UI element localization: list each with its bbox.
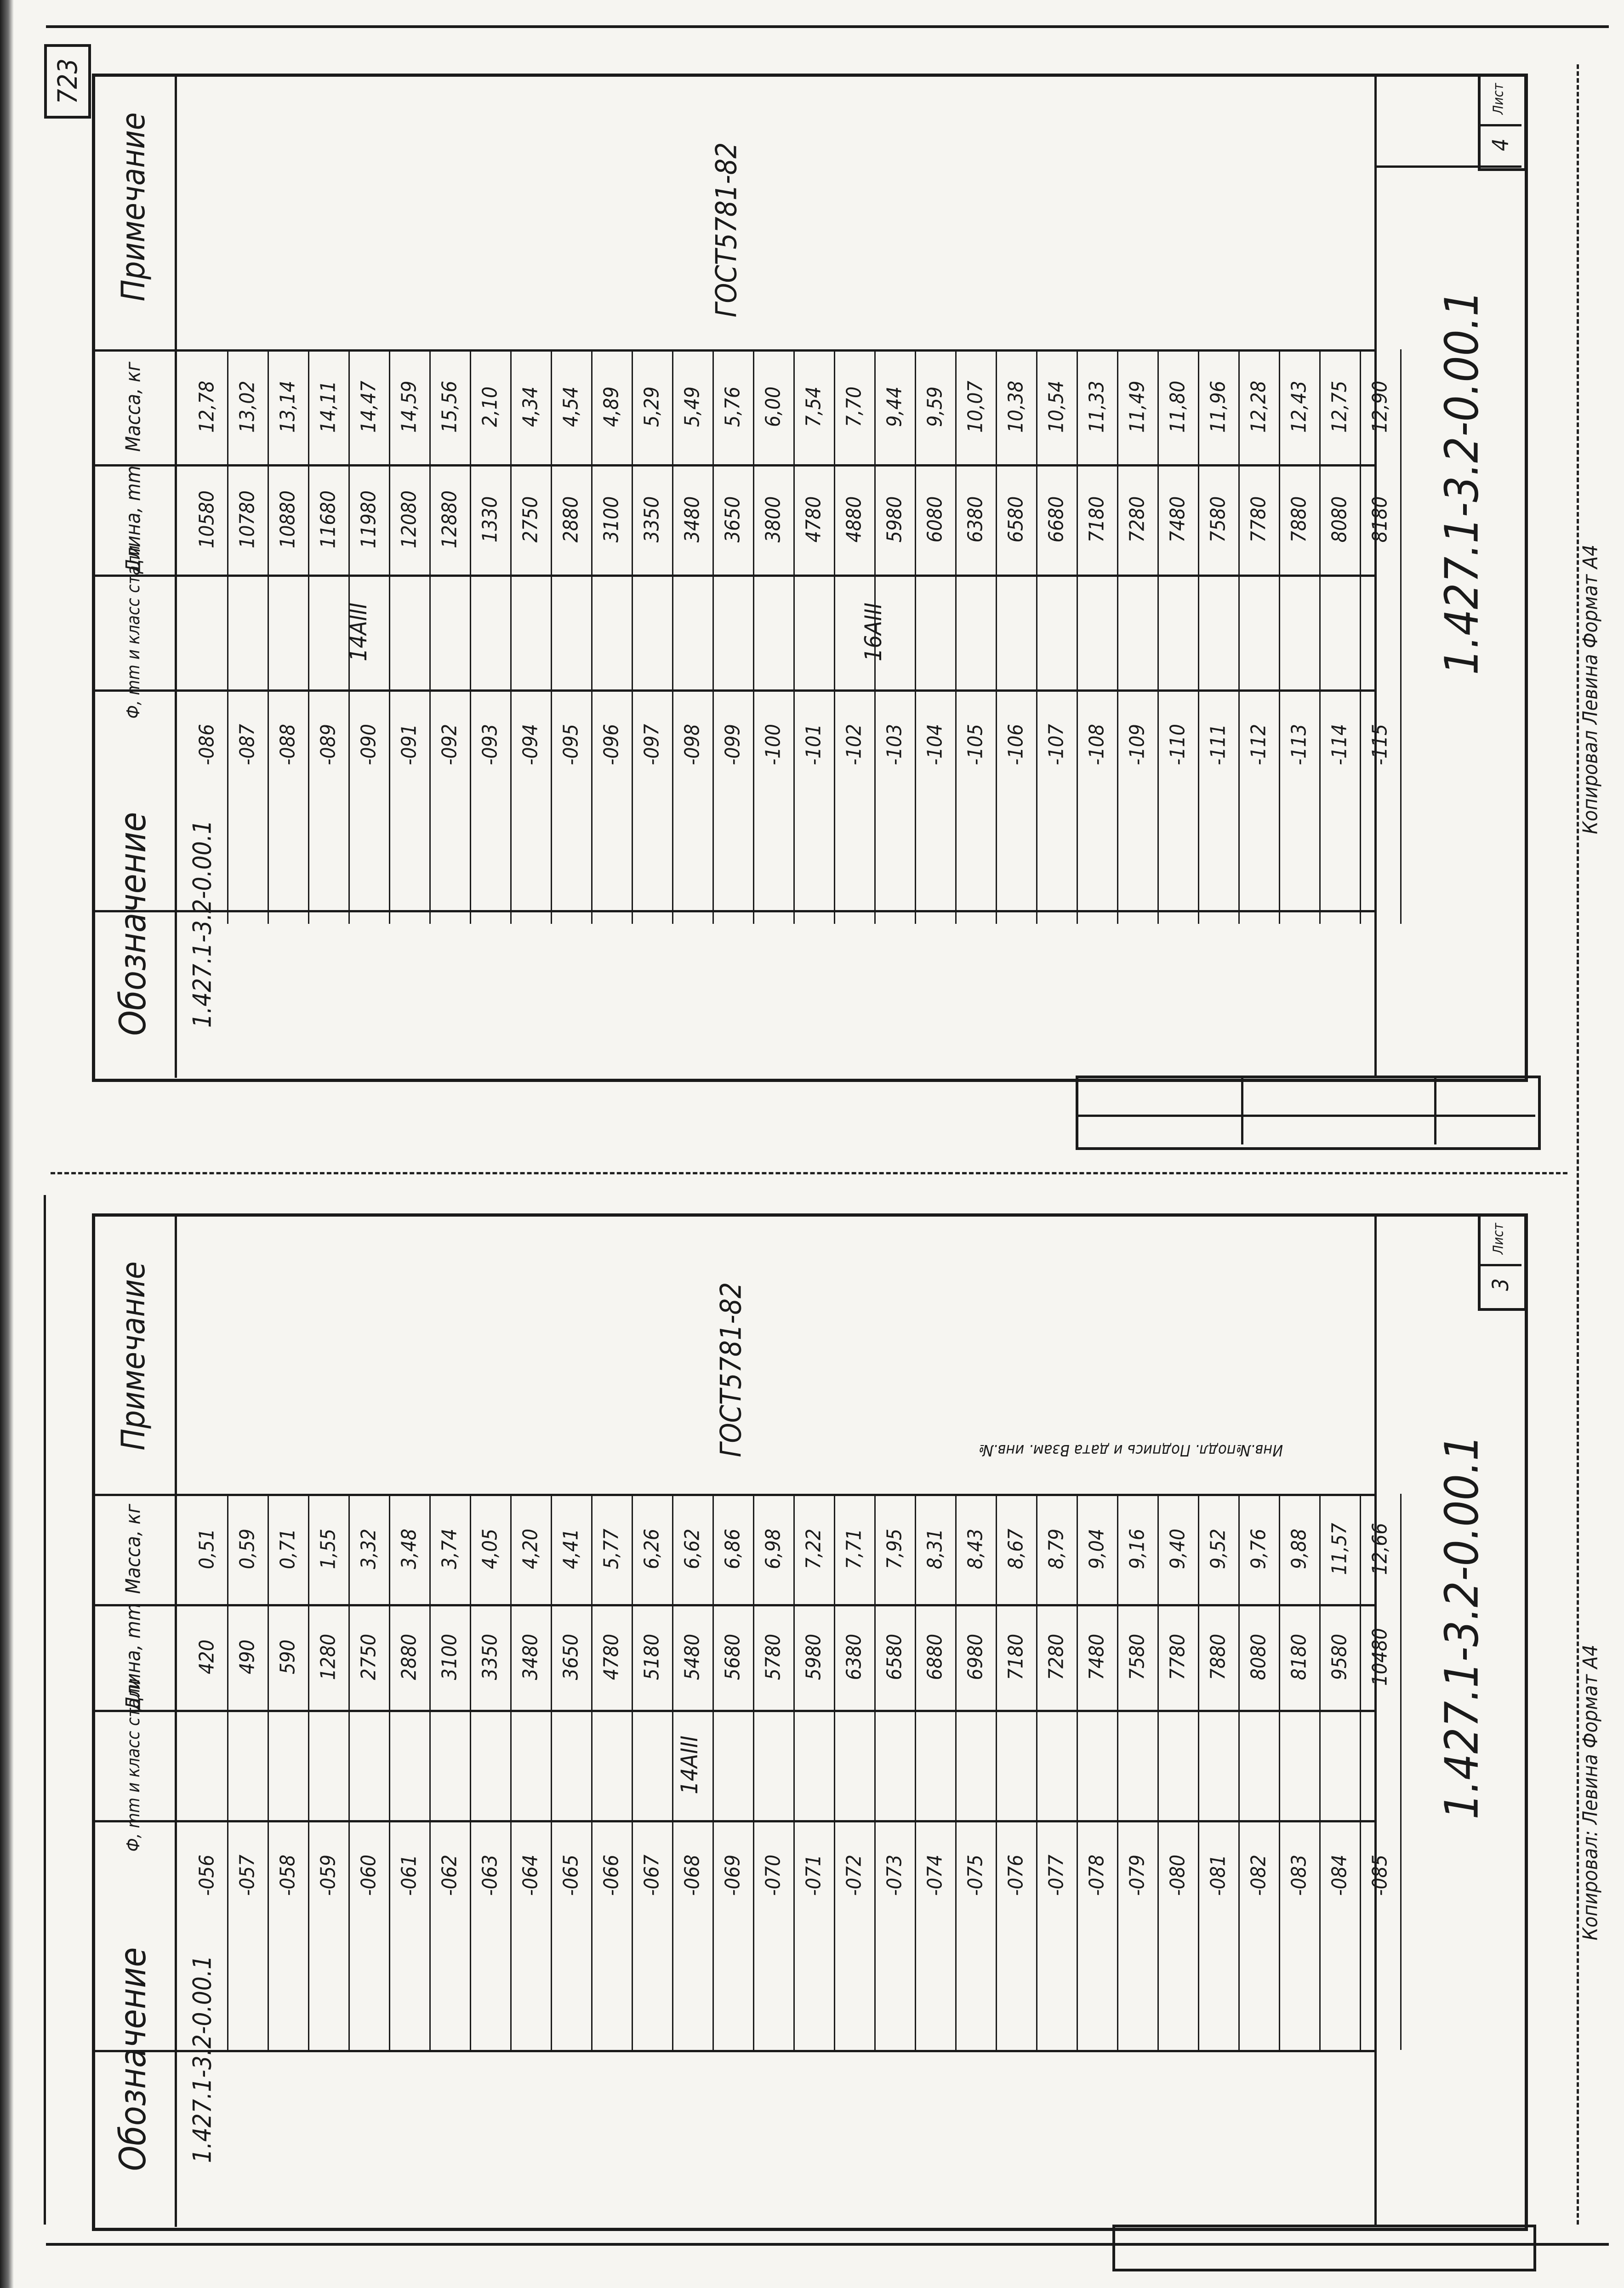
table-row-length: 9580 bbox=[1328, 1633, 1351, 1680]
sheet-4-header-diameter: Ф, mm и класс стали bbox=[123, 545, 143, 719]
table-row-line bbox=[591, 349, 593, 924]
table-row-line bbox=[1360, 349, 1361, 924]
sheet-3-header-mass: Масса, кг bbox=[121, 1503, 145, 1594]
table-row-mass: 7,95 bbox=[883, 1528, 906, 1570]
sheet-3-header-note: Примечание bbox=[114, 1261, 152, 1451]
table-row-code: -077 bbox=[1044, 1855, 1068, 1896]
stamp-divider bbox=[1434, 1076, 1436, 1144]
table-row-code: -087 bbox=[235, 724, 259, 765]
sheet-3-gost: ГОСТ5781-82 bbox=[714, 1282, 748, 1457]
table-row-code: -083 bbox=[1287, 1855, 1311, 1896]
table-row-code: -101 bbox=[802, 724, 826, 765]
table-row-length: 10780 bbox=[235, 490, 259, 548]
table-row-length: 4780 bbox=[802, 496, 826, 543]
table-row-code: -062 bbox=[438, 1855, 462, 1896]
table-row-line bbox=[1117, 1494, 1118, 2050]
table-row-code: -109 bbox=[1125, 724, 1149, 765]
sheet-3-col-line bbox=[92, 1820, 1374, 1822]
table-row-code: -090 bbox=[357, 724, 381, 765]
table-row-code: -074 bbox=[923, 1855, 947, 1896]
table-row-length: 5680 bbox=[721, 1633, 745, 1680]
table-row-mass: 3,74 bbox=[438, 1528, 462, 1570]
sheet-3-table-frame bbox=[92, 1213, 1528, 2231]
table-row-line bbox=[874, 1494, 876, 2050]
table-row-line bbox=[1319, 349, 1321, 924]
sheet-3-list-box-line bbox=[1478, 1264, 1521, 1266]
table-row-code: -114 bbox=[1328, 724, 1351, 765]
table-row-code: -059 bbox=[316, 1855, 340, 1896]
table-row-mass: 12,78 bbox=[195, 381, 219, 433]
table-row-line bbox=[834, 349, 835, 924]
table-row-length: 2880 bbox=[559, 496, 583, 543]
table-row-mass: 14,59 bbox=[397, 381, 421, 433]
sheet-3-col-line bbox=[92, 1604, 1374, 1606]
sheet-3-col-line bbox=[92, 1710, 1374, 1712]
table-row-length: 3650 bbox=[559, 1633, 583, 1680]
table-row-mass: 10,38 bbox=[1004, 381, 1028, 433]
table-row-line bbox=[672, 1494, 673, 2050]
table-row-mass: 9,04 bbox=[1085, 1528, 1109, 1570]
table-row-line bbox=[470, 1494, 471, 2050]
sheet-4-table-frame bbox=[92, 74, 1528, 1082]
table-row-code: -068 bbox=[680, 1855, 704, 1896]
table-row-length: 2880 bbox=[397, 1633, 421, 1680]
table-row-mass: 13,02 bbox=[235, 381, 259, 433]
table-row-code: -071 bbox=[802, 1855, 826, 1896]
sheet-4-header-mass: Масса, кг bbox=[121, 361, 145, 452]
cut-line-middle bbox=[51, 1172, 1567, 1174]
sheet-4-col-line bbox=[92, 464, 1374, 467]
table-row-mass: 6,98 bbox=[761, 1528, 785, 1570]
table-row-line bbox=[632, 1494, 633, 2050]
table-row-mass: 11,96 bbox=[1206, 381, 1230, 433]
stamp-divider bbox=[1076, 1115, 1535, 1117]
table-row-length: 11680 bbox=[316, 490, 340, 548]
table-row-line bbox=[915, 349, 916, 924]
table-row-code: -097 bbox=[640, 724, 664, 765]
table-row-mass: 4,41 bbox=[559, 1528, 583, 1570]
sheet-4-steel-class-b: 16АIII bbox=[860, 603, 887, 661]
table-row-code: -113 bbox=[1287, 724, 1311, 765]
table-row-length: 11980 bbox=[357, 490, 381, 548]
table-row-length: 7180 bbox=[1004, 1633, 1028, 1680]
table-row-code: -098 bbox=[680, 724, 704, 765]
table-row-mass: 5,49 bbox=[680, 386, 704, 427]
sheet-4-header-length: Длина, mm bbox=[121, 465, 145, 574]
table-row-mass: 14,11 bbox=[316, 381, 340, 433]
table-row-length: 6080 bbox=[923, 496, 947, 543]
sheet-3-document-code: 1.427.1-3.2-0.00.1 bbox=[1435, 1434, 1489, 1820]
sheet-4-stamp-labels: Инв.№подл. Подпись и дата Взам. инв.№ bbox=[978, 1441, 1283, 1459]
table-row-mass: 15,56 bbox=[438, 381, 462, 433]
table-row-line bbox=[551, 1494, 552, 2050]
table-row-code: -078 bbox=[1085, 1855, 1109, 1896]
table-row-mass: 8,43 bbox=[963, 1528, 987, 1570]
table-row-code: -084 bbox=[1328, 1855, 1351, 1896]
table-row-line bbox=[308, 349, 309, 924]
table-row-length: 3350 bbox=[478, 1633, 502, 1680]
table-row-mass: 8,79 bbox=[1044, 1528, 1068, 1570]
sheet-4-document-code: 1.427.1-3.2-0.00.1 bbox=[1435, 290, 1489, 675]
table-row-length: 590 bbox=[276, 1639, 300, 1674]
table-row-mass: 11,33 bbox=[1085, 381, 1109, 433]
table-row-mass: 1,55 bbox=[316, 1528, 340, 1570]
sheet-3-list-number: 3 bbox=[1488, 1278, 1514, 1291]
table-row-mass: 7,54 bbox=[802, 386, 826, 427]
sheet-4-footer: Копировал Левина Формат А4 bbox=[1578, 544, 1602, 835]
table-row-length: 10880 bbox=[276, 490, 300, 548]
table-row-line bbox=[996, 349, 997, 924]
table-row-line bbox=[1400, 1494, 1402, 2050]
table-row-length: 490 bbox=[235, 1639, 259, 1674]
table-row-mass: 0,51 bbox=[195, 1528, 219, 1570]
table-row-line bbox=[1036, 1494, 1037, 2050]
table-row-length: 3650 bbox=[721, 496, 745, 543]
sheet-3-col-line bbox=[92, 1494, 1374, 1496]
table-row-code: -103 bbox=[883, 724, 906, 765]
table-row-length: 6580 bbox=[1004, 496, 1028, 543]
table-row-mass: 12,66 bbox=[1368, 1523, 1392, 1575]
table-row-code: -076 bbox=[1004, 1855, 1028, 1896]
table-row-code: -070 bbox=[761, 1855, 785, 1896]
table-row-mass: 9,88 bbox=[1287, 1528, 1311, 1570]
table-row-mass: 5,76 bbox=[721, 386, 745, 427]
sheet-3-header-length: Длина, mm bbox=[121, 1603, 145, 1711]
table-row-code: -075 bbox=[963, 1855, 987, 1896]
table-row-mass: 13,14 bbox=[276, 381, 300, 433]
table-row-mass: 4,34 bbox=[519, 386, 542, 427]
table-row-length: 8180 bbox=[1368, 496, 1392, 543]
sheet-4-titleblock-line bbox=[1374, 74, 1377, 1078]
table-row-length: 420 bbox=[195, 1639, 219, 1674]
table-row-line bbox=[510, 1494, 512, 2050]
table-row-line bbox=[1360, 1494, 1361, 2050]
table-row-mass: 11,49 bbox=[1125, 381, 1149, 433]
table-row-mass: 11,80 bbox=[1166, 381, 1190, 433]
table-row-length: 12080 bbox=[397, 490, 421, 548]
table-row-code: -105 bbox=[963, 724, 987, 765]
table-row-line bbox=[672, 349, 673, 924]
table-row-line bbox=[308, 1494, 309, 2050]
stamp-divider bbox=[1241, 1076, 1243, 1144]
sheet-4-col-line bbox=[92, 689, 1374, 692]
table-row-line bbox=[1279, 349, 1280, 924]
table-row-length: 1330 bbox=[478, 496, 502, 543]
table-row-length: 5980 bbox=[802, 1633, 826, 1680]
table-row-line bbox=[227, 1494, 228, 2050]
table-row-mass: 7,70 bbox=[842, 386, 866, 427]
table-row-mass: 12,90 bbox=[1368, 381, 1392, 433]
table-row-length: 3480 bbox=[680, 496, 704, 543]
sheet-4-col-line bbox=[92, 575, 1374, 577]
table-row-length: 2750 bbox=[519, 496, 542, 543]
table-row-code: -082 bbox=[1247, 1855, 1271, 1896]
table-row-mass: 9,44 bbox=[883, 386, 906, 427]
table-row-line bbox=[955, 1494, 957, 2050]
table-row-mass: 12,43 bbox=[1287, 381, 1311, 433]
table-row-code: -061 bbox=[397, 1855, 421, 1896]
table-row-code: -069 bbox=[721, 1855, 745, 1896]
sheet-4-titleblock-line bbox=[1374, 165, 1521, 168]
table-row-length: 7280 bbox=[1125, 496, 1149, 543]
table-row-length: 12880 bbox=[438, 490, 462, 548]
table-row-length: 10580 bbox=[195, 490, 219, 548]
table-row-length: 5980 bbox=[883, 496, 906, 543]
table-row-length: 8080 bbox=[1247, 1633, 1271, 1680]
table-row-length: 6880 bbox=[923, 1633, 947, 1680]
table-row-code: -066 bbox=[599, 1855, 623, 1896]
table-row-code: -094 bbox=[519, 724, 542, 765]
sheet-4-stamp-columns bbox=[1076, 1076, 1541, 1150]
table-row-line bbox=[712, 349, 714, 924]
table-row-mass: 7,71 bbox=[842, 1528, 866, 1570]
table-row-line bbox=[793, 1494, 795, 2050]
table-row-mass: 12,28 bbox=[1247, 381, 1271, 433]
table-row-length: 7580 bbox=[1206, 496, 1230, 543]
table-row-mass: 9,16 bbox=[1125, 1528, 1149, 1570]
table-row-length: 7880 bbox=[1287, 496, 1311, 543]
table-row-code: -072 bbox=[842, 1855, 866, 1896]
table-row-line bbox=[915, 1494, 916, 2050]
table-row-line bbox=[268, 1494, 269, 2050]
sheet-3-stamp-columns bbox=[1112, 2225, 1536, 2271]
table-row-length: 6580 bbox=[883, 1633, 906, 1680]
table-row-code: -091 bbox=[397, 724, 421, 765]
table-row-line bbox=[1157, 1494, 1159, 2050]
table-row-line bbox=[1157, 349, 1159, 924]
table-row-line bbox=[510, 349, 512, 924]
table-row-length: 6980 bbox=[963, 1633, 987, 1680]
table-row-mass: 9,52 bbox=[1206, 1528, 1230, 1570]
table-row-length: 3100 bbox=[599, 496, 623, 543]
table-row-mass: 10,54 bbox=[1044, 381, 1068, 433]
sheet-3-footer: Копировал: Левина Формат А4 bbox=[1578, 1645, 1602, 1941]
table-row-line bbox=[753, 349, 754, 924]
table-row-code: -107 bbox=[1044, 724, 1068, 765]
table-row-code: -056 bbox=[195, 1855, 219, 1896]
table-row-code: -096 bbox=[599, 724, 623, 765]
table-row-mass: 4,05 bbox=[478, 1528, 502, 1570]
table-row-code: -067 bbox=[640, 1855, 664, 1896]
sheet-4-header-note: Примечание bbox=[114, 112, 152, 302]
sheet-3-header-designation: Обозначение bbox=[113, 1947, 154, 2171]
table-row-line bbox=[712, 1494, 714, 2050]
table-row-code: -093 bbox=[478, 724, 502, 765]
table-row-mass: 6,86 bbox=[721, 1528, 745, 1570]
table-row-length: 7480 bbox=[1085, 1633, 1109, 1680]
table-row-line bbox=[1117, 349, 1118, 924]
table-row-code: -106 bbox=[1004, 724, 1028, 765]
table-row-length: 5180 bbox=[640, 1633, 664, 1680]
table-row-length: 3800 bbox=[761, 496, 785, 543]
table-row-mass: 5,29 bbox=[640, 386, 664, 427]
table-row-line bbox=[753, 1494, 754, 2050]
table-row-line bbox=[1198, 349, 1199, 924]
table-row-mass: 7,22 bbox=[802, 1528, 826, 1570]
table-row-line bbox=[1319, 1494, 1321, 2050]
sheet-4-col-line bbox=[92, 910, 1374, 912]
table-row-length: 7580 bbox=[1125, 1633, 1149, 1680]
table-row-length: 3100 bbox=[438, 1633, 462, 1680]
table-row-length: 10480 bbox=[1368, 1628, 1392, 1686]
table-row-mass: 3,48 bbox=[397, 1528, 421, 1570]
table-row-line bbox=[1238, 1494, 1240, 2050]
table-row-length: 7780 bbox=[1166, 1633, 1190, 1680]
table-row-code: -079 bbox=[1125, 1855, 1149, 1896]
table-row-code: -085 bbox=[1368, 1855, 1392, 1896]
table-row-code: -089 bbox=[316, 724, 340, 765]
table-row-line bbox=[348, 1494, 350, 2050]
table-row-mass: 4,20 bbox=[519, 1528, 542, 1570]
table-row-mass: 4,89 bbox=[599, 386, 623, 427]
table-row-mass: 9,40 bbox=[1166, 1528, 1190, 1570]
table-row-line bbox=[268, 349, 269, 924]
table-row-length: 6380 bbox=[963, 496, 987, 543]
sheet-3-list-label: Лист bbox=[1490, 1223, 1507, 1255]
table-row-mass: 12,75 bbox=[1328, 381, 1351, 433]
table-row-mass: 6,26 bbox=[640, 1528, 664, 1570]
table-row-code: -058 bbox=[276, 1855, 300, 1896]
table-row-line bbox=[551, 349, 552, 924]
table-row-length: 4880 bbox=[842, 496, 866, 543]
table-row-mass: 11,57 bbox=[1328, 1523, 1351, 1575]
table-row-line bbox=[834, 1494, 835, 2050]
table-row-line bbox=[591, 1494, 593, 2050]
table-row-line bbox=[1198, 1494, 1199, 2050]
table-row-mass: 9,59 bbox=[923, 386, 947, 427]
table-row-length: 2750 bbox=[357, 1633, 381, 1680]
table-row-length: 6680 bbox=[1044, 496, 1068, 543]
table-row-length: 8080 bbox=[1328, 496, 1351, 543]
table-row-line bbox=[1036, 349, 1037, 924]
table-row-mass: 4,54 bbox=[559, 386, 583, 427]
table-row-line bbox=[1077, 1494, 1078, 2050]
table-row-mass: 8,31 bbox=[923, 1528, 947, 1570]
table-row-length: 7180 bbox=[1085, 496, 1109, 543]
table-row-length: 7480 bbox=[1166, 496, 1190, 543]
sheet-4-steel-class-a: 14АIII bbox=[345, 603, 372, 661]
sheet-4-gost: ГОСТ5781-82 bbox=[709, 142, 743, 318]
table-row-mass: 14,47 bbox=[357, 381, 381, 433]
table-row-mass: 10,07 bbox=[963, 381, 987, 433]
sheet-4-series-prefix: 1.427.1-3.2-0.00.1 bbox=[188, 820, 217, 1028]
sheet-4-list-number: 4 bbox=[1488, 138, 1514, 151]
table-row-mass: 6,62 bbox=[680, 1528, 704, 1570]
table-row-code: -092 bbox=[438, 724, 462, 765]
table-row-code: -063 bbox=[478, 1855, 502, 1896]
table-row-line bbox=[389, 349, 390, 924]
sheet-3-header-divider bbox=[175, 1213, 177, 2227]
sheet-3-col-line bbox=[92, 2050, 1374, 2052]
table-row-mass: 3,32 bbox=[357, 1528, 381, 1570]
table-row-line bbox=[1400, 349, 1402, 924]
table-row-code: -073 bbox=[883, 1855, 906, 1896]
table-row-mass: 9,76 bbox=[1247, 1528, 1271, 1570]
left-margin-lower bbox=[44, 1195, 46, 2225]
sheet-3-titleblock-line bbox=[1374, 1213, 1377, 2227]
table-row-code: -060 bbox=[357, 1855, 381, 1896]
table-row-code: -088 bbox=[276, 724, 300, 765]
table-row-length: 8180 bbox=[1287, 1633, 1311, 1680]
table-row-mass: 8,67 bbox=[1004, 1528, 1028, 1570]
sheet-4-list-box-line bbox=[1478, 124, 1521, 126]
table-row-length: 6380 bbox=[842, 1633, 866, 1680]
sheet-4-header-designation: Обозначение bbox=[113, 812, 154, 1036]
table-row-code: -065 bbox=[559, 1855, 583, 1896]
table-row-line bbox=[429, 1494, 431, 2050]
table-row-code: -100 bbox=[761, 724, 785, 765]
sheet-3-steel-class: 14АIII bbox=[676, 1736, 703, 1794]
table-row-mass: 2,10 bbox=[478, 386, 502, 427]
table-row-code: -108 bbox=[1085, 724, 1109, 765]
table-row-mass: 6,00 bbox=[761, 386, 785, 427]
archive-page-number: 723 bbox=[44, 44, 91, 119]
table-row-line bbox=[1238, 349, 1240, 924]
sheet-3-series-prefix: 1.427.1-3.2-0.00.1 bbox=[188, 1955, 217, 2163]
table-row-mass: 0,59 bbox=[235, 1528, 259, 1570]
table-row-code: -099 bbox=[721, 724, 745, 765]
scan-edge-shadow bbox=[0, 0, 14, 2288]
table-row-code: -115 bbox=[1368, 724, 1392, 765]
table-row-length: 3350 bbox=[640, 496, 664, 543]
table-row-mass: 5,77 bbox=[599, 1528, 623, 1570]
table-row-line bbox=[227, 349, 228, 924]
table-row-line bbox=[1077, 349, 1078, 924]
table-row-mass: 0,71 bbox=[276, 1528, 300, 1570]
table-row-line bbox=[470, 349, 471, 924]
table-row-length: 3480 bbox=[519, 1633, 542, 1680]
sheet-4-list-label: Лист bbox=[1490, 83, 1507, 115]
table-row-length: 7780 bbox=[1247, 496, 1271, 543]
table-row-length: 7880 bbox=[1206, 1633, 1230, 1680]
table-row-code: -110 bbox=[1166, 724, 1190, 765]
table-row-code: -102 bbox=[842, 724, 866, 765]
table-row-code: -112 bbox=[1247, 724, 1271, 765]
table-row-length: 1280 bbox=[316, 1633, 340, 1680]
table-row-code: -111 bbox=[1206, 724, 1230, 765]
table-row-line bbox=[389, 1494, 390, 2050]
table-row-line bbox=[793, 349, 795, 924]
top-border bbox=[46, 25, 1609, 28]
table-row-code: -081 bbox=[1206, 1855, 1230, 1896]
table-row-line bbox=[429, 349, 431, 924]
table-row-code: -064 bbox=[519, 1855, 542, 1896]
table-row-code: -086 bbox=[195, 724, 219, 765]
table-row-line bbox=[632, 349, 633, 924]
table-row-length: 7280 bbox=[1044, 1633, 1068, 1680]
table-row-line bbox=[1279, 1494, 1280, 2050]
table-row-line bbox=[996, 1494, 997, 2050]
table-row-code: -057 bbox=[235, 1855, 259, 1896]
table-row-length: 5780 bbox=[761, 1633, 785, 1680]
table-row-code: -080 bbox=[1166, 1855, 1190, 1896]
table-row-length: 5480 bbox=[680, 1633, 704, 1680]
table-row-code: -095 bbox=[559, 724, 583, 765]
table-row-length: 4780 bbox=[599, 1633, 623, 1680]
table-row-line bbox=[955, 349, 957, 924]
table-row-code: -104 bbox=[923, 724, 947, 765]
sheet-4-col-line bbox=[92, 349, 1374, 352]
sheet-3-header-diameter: Ф, mm и класс стали bbox=[123, 1678, 143, 1852]
